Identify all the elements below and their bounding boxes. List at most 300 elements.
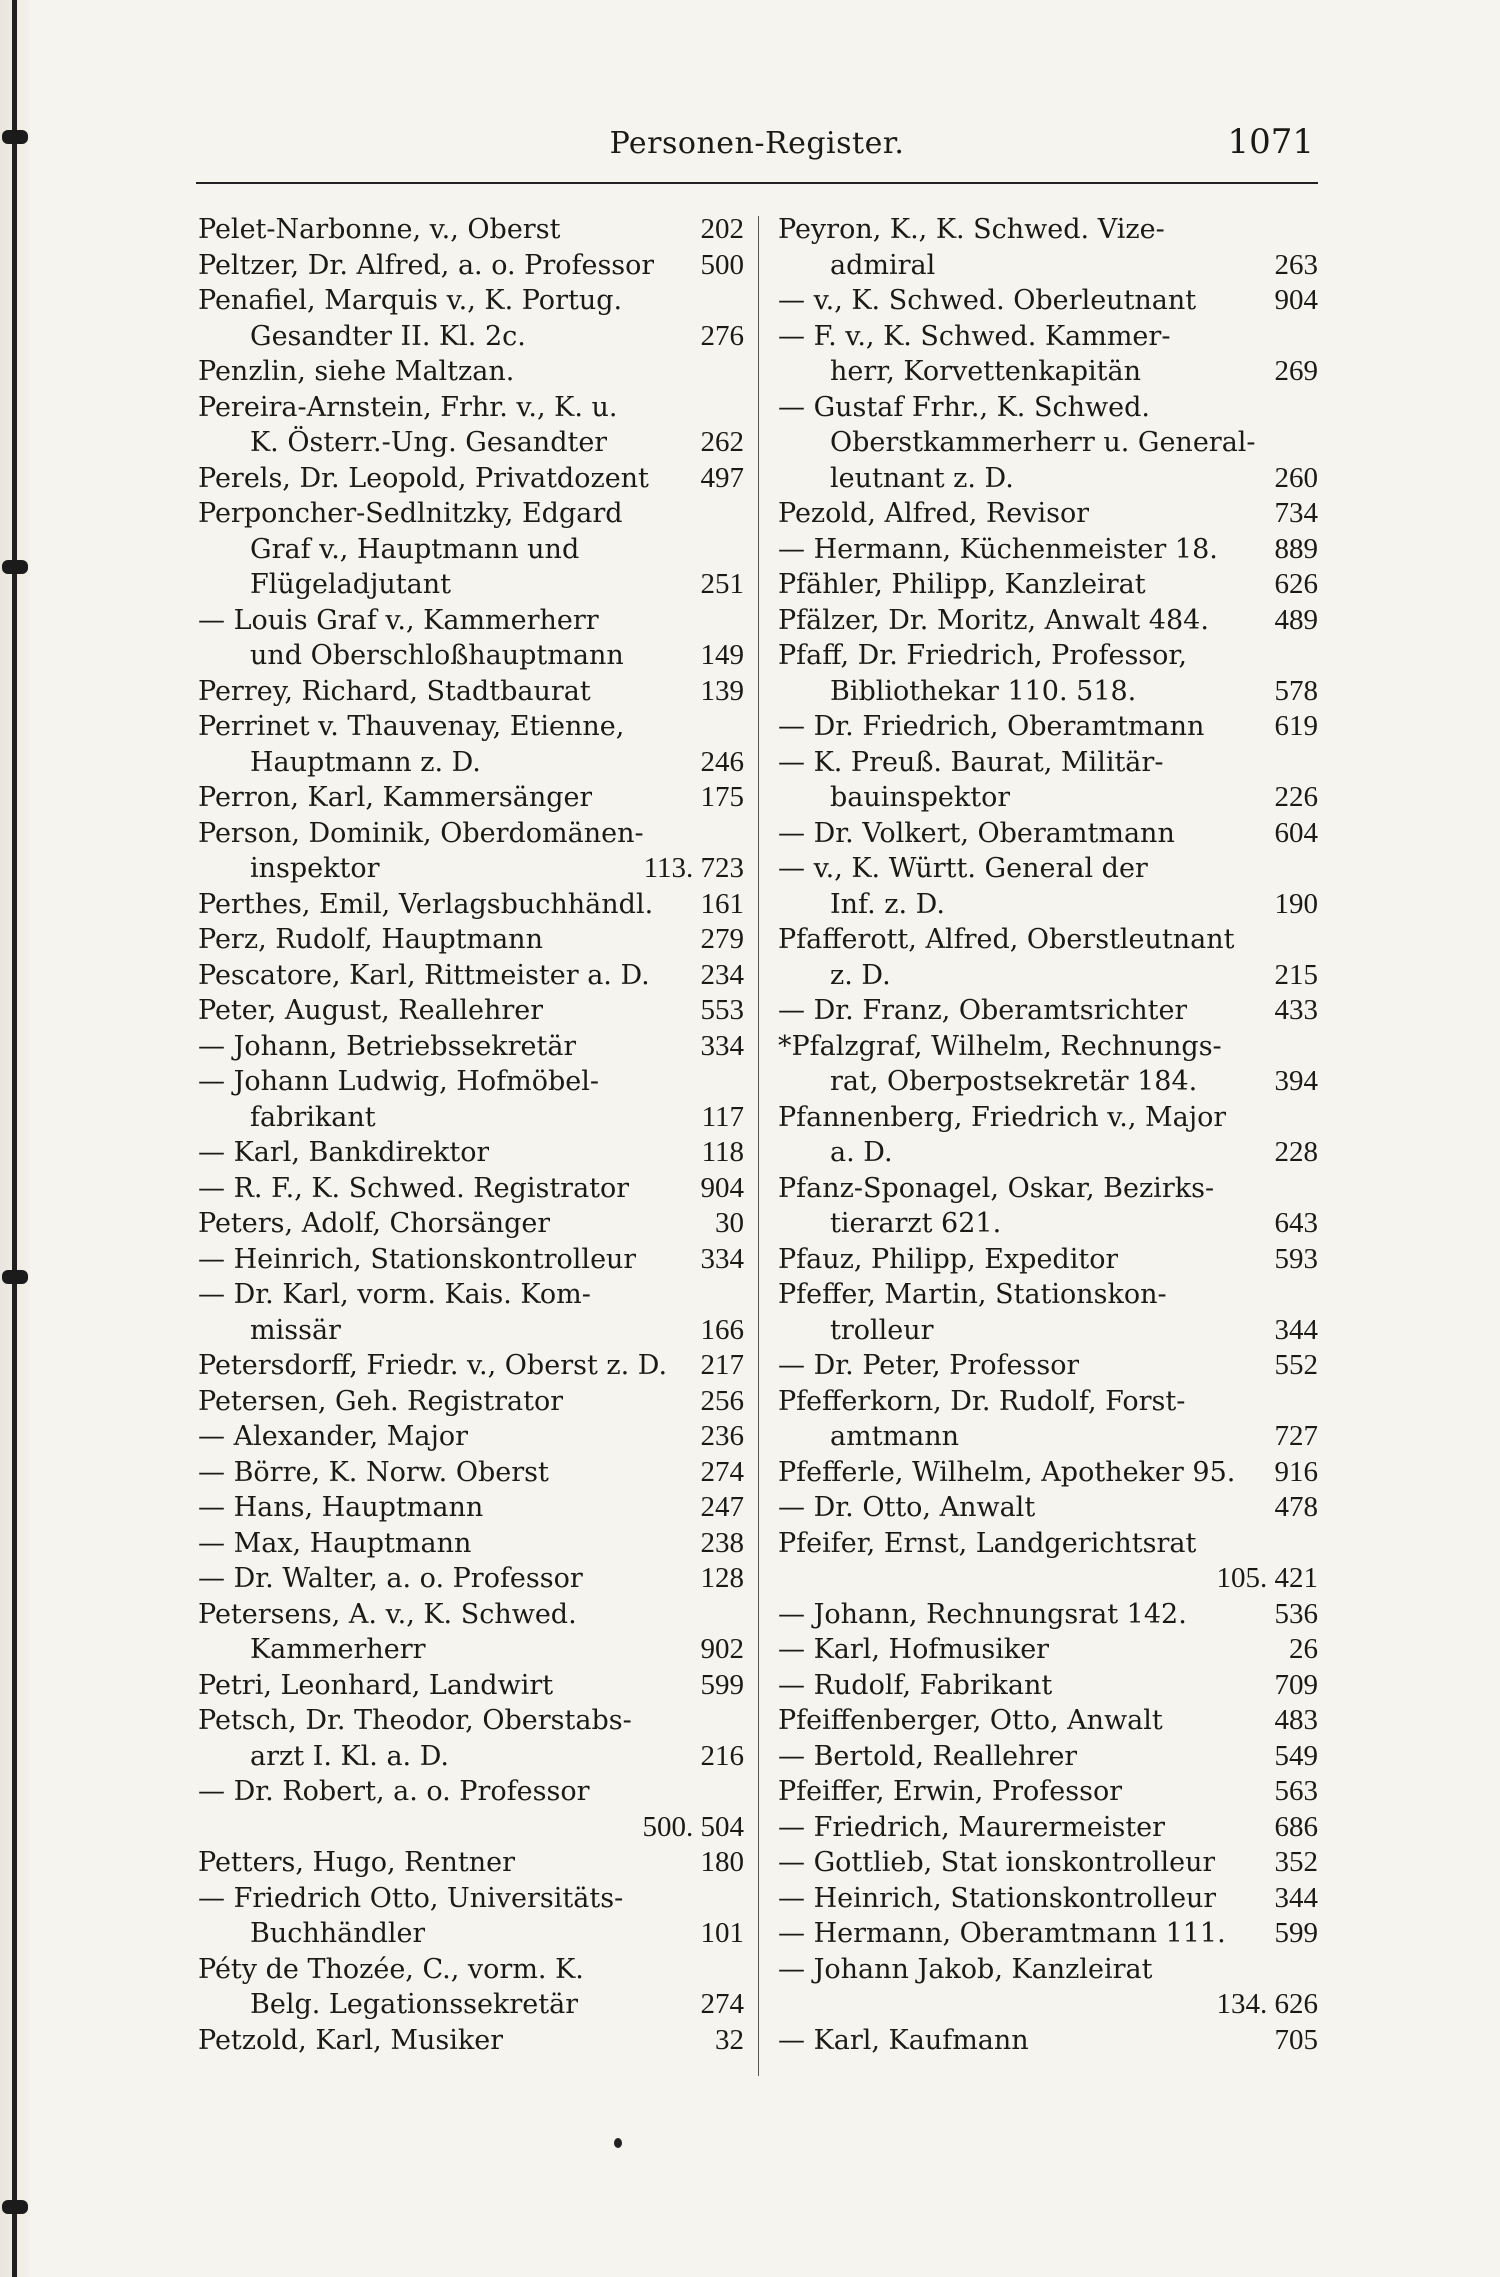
register-entry xyxy=(198,603,744,674)
entry-line xyxy=(198,1916,744,1952)
entry-text: — Bertold, Reallehrer xyxy=(778,1740,1078,1772)
register-entry xyxy=(778,922,1318,993)
register-entry xyxy=(198,816,744,887)
register-entry xyxy=(778,745,1318,816)
binding-stitch xyxy=(2,560,28,574)
entry-page-ref: 215 xyxy=(1274,958,1318,991)
entry-line xyxy=(198,780,744,816)
register-entry xyxy=(198,1419,744,1455)
entry-page-ref: 238 xyxy=(700,1526,744,1559)
entry-line xyxy=(198,1455,744,1491)
entry-page-ref: 274 xyxy=(700,1988,744,2020)
entry-text: — Dr. Walter, a. o. Professor xyxy=(198,1563,583,1594)
register-entry xyxy=(198,390,744,461)
entry-line xyxy=(198,958,744,994)
entry-page-ref: 262 xyxy=(700,426,744,458)
entry-text: inspektor xyxy=(250,853,380,884)
entry-page-ref: 190 xyxy=(1274,887,1318,920)
entry-line xyxy=(778,1668,1318,1704)
entry-line xyxy=(778,851,1318,887)
entry-page-ref: 216 xyxy=(700,1739,744,1772)
entry-line xyxy=(198,887,744,923)
entry-line xyxy=(778,1242,1318,1278)
entry-line xyxy=(198,709,744,745)
entry-text: — Johann, Rechnungsrat 142. xyxy=(778,1598,1187,1630)
register-entry xyxy=(778,1242,1318,1278)
entry-line xyxy=(198,674,744,710)
register-entry xyxy=(198,1952,744,2023)
entry-line xyxy=(198,1526,744,1562)
entry-text: rat, Oberpostsekretär 184. xyxy=(830,1066,1198,1097)
entry-text: Pfefferle, Wilhelm, Apotheker 95. xyxy=(778,1456,1236,1488)
entry-line xyxy=(198,425,744,461)
entry-line xyxy=(198,1987,744,2023)
entry-text: Petsch, Dr. Theodor, Oberstabs- xyxy=(198,1705,632,1736)
entry-page-ref: 344 xyxy=(1274,1881,1318,1914)
entry-page-ref: 619 xyxy=(1274,710,1318,742)
entry-line xyxy=(198,1597,744,1633)
entry-line xyxy=(778,922,1318,958)
entry-page-ref: 552 xyxy=(1274,1349,1318,1381)
entry-line xyxy=(778,1384,1318,1420)
entry-line xyxy=(778,567,1318,603)
entry-text: Pfähler, Philipp, Kanzleirat xyxy=(778,569,1146,600)
entry-page-ref: 166 xyxy=(700,1313,744,1346)
register-entry xyxy=(198,1348,744,1384)
entry-text: Pescatore, Karl, Rittmeister a. D. xyxy=(198,959,650,991)
register-entry xyxy=(778,1916,1318,1952)
register-entry xyxy=(778,1277,1318,1348)
entry-page-ref: 902 xyxy=(700,1633,744,1665)
register-entry xyxy=(198,1881,744,1952)
entry-text: — F. v., K. Schwed. Kammer- xyxy=(778,320,1171,352)
entry-text: — Dr. Volkert, Oberamtmann xyxy=(778,817,1175,849)
entry-text: Pfefferkorn, Dr. Rudolf, Forst- xyxy=(778,1385,1186,1417)
register-entry xyxy=(778,496,1318,532)
entry-page-ref: 279 xyxy=(700,923,744,955)
entry-text: Petersen, Geh. Registrator xyxy=(198,1385,564,1417)
entry-text: — Dr. Peter, Professor xyxy=(778,1350,1080,1381)
register-entry xyxy=(778,1739,1318,1775)
entry-line xyxy=(778,1739,1318,1775)
entry-line xyxy=(198,1703,744,1739)
book-binding-edge xyxy=(0,0,30,2277)
entry-text: — Louis Graf v., Kammerherr xyxy=(198,604,599,636)
entry-text: — Karl, Bankdirektor xyxy=(198,1137,490,1168)
entry-text: Pfaff, Dr. Friedrich, Professor, xyxy=(778,640,1187,671)
entry-line xyxy=(198,1384,744,1420)
entry-line xyxy=(198,816,744,852)
register-entry xyxy=(198,496,744,603)
entry-line xyxy=(778,1206,1318,1242)
register-entry xyxy=(198,780,744,816)
register-entry xyxy=(198,922,744,958)
entry-page-ref: 536 xyxy=(1274,1597,1318,1630)
entry-text: a. D. xyxy=(830,1137,893,1168)
entry-line xyxy=(198,354,744,390)
entry-text: Pfanz-Sponagel, Oskar, Bezirks- xyxy=(778,1172,1215,1204)
register-entry xyxy=(198,1668,744,1704)
entry-text: — Dr. Otto, Anwalt xyxy=(778,1492,1036,1523)
entry-line xyxy=(198,390,744,426)
entry-page-ref: 478 xyxy=(1274,1491,1318,1523)
entry-text: Petersens, A. v., K. Schwed. xyxy=(198,1598,577,1630)
entry-page-ref: 686 xyxy=(1274,1810,1318,1843)
entry-text: — R. F., K. Schwed. Registrator xyxy=(198,1172,630,1204)
entry-text: Pelet-Narbonne, v., Oberst xyxy=(198,214,561,245)
entry-line xyxy=(198,1845,744,1881)
entry-text: K. Österr.-Ung. Gesandter xyxy=(250,427,608,458)
register-entry xyxy=(198,1455,744,1491)
register-entry xyxy=(778,1171,1318,1242)
left-column xyxy=(198,212,744,2058)
entry-text: Pfauz, Philipp, Expeditor xyxy=(778,1243,1119,1275)
entry-page-ref: 226 xyxy=(1274,781,1318,813)
entry-page-ref: 117 xyxy=(701,1100,744,1133)
entry-line xyxy=(198,1774,744,1810)
entry-text: Pfannenberg, Friedrich v., Major xyxy=(778,1101,1227,1133)
entry-line xyxy=(198,1277,744,1313)
entry-text: Peters, Adolf, Chorsänger xyxy=(198,1208,551,1239)
entry-page-ref: 128 xyxy=(700,1562,744,1594)
entry-text: Perron, Karl, Kammersänger xyxy=(198,782,593,813)
entry-text: Pereira-Arnstein, Frhr. v., K. u. xyxy=(198,391,618,423)
entry-page-ref: 643 xyxy=(1274,1207,1318,1239)
entry-page-ref: 334 xyxy=(700,1029,744,1062)
entry-text: und Oberschloßhauptmann xyxy=(250,640,624,671)
entry-page-ref: 217 xyxy=(700,1349,744,1381)
entry-line xyxy=(778,1277,1318,1313)
entry-text: missär xyxy=(250,1314,341,1346)
entry-text: — Karl, Hofmusiker xyxy=(778,1634,1050,1665)
entry-text: — Alexander, Major xyxy=(198,1421,469,1452)
register-entry xyxy=(198,1277,744,1348)
page-title: Personen-Register. xyxy=(609,126,905,161)
entry-page-ref: 236 xyxy=(700,1420,744,1452)
register-entry xyxy=(778,2023,1318,2059)
entry-line xyxy=(198,1668,744,1704)
entry-page-ref: 246 xyxy=(700,745,744,778)
entry-page-ref: 705 xyxy=(1274,2023,1318,2056)
register-entry xyxy=(778,638,1318,709)
register-entry xyxy=(778,1455,1318,1491)
entry-text: — Dr. Karl, vorm. Kais. Kom- xyxy=(198,1279,591,1310)
entry-line xyxy=(198,1348,744,1384)
entry-text: Graf v., Hauptmann und xyxy=(250,533,580,565)
entry-page-ref: 904 xyxy=(1274,284,1318,316)
register-entry xyxy=(198,1526,744,1562)
binding-stitch xyxy=(2,130,28,144)
entry-text: Pfeiffer, Erwin, Professor xyxy=(778,1776,1123,1807)
entry-line xyxy=(198,567,744,603)
entry-page-ref: 578 xyxy=(1274,674,1318,707)
entry-line xyxy=(778,958,1318,994)
entry-line xyxy=(778,1952,1318,1988)
register-entry xyxy=(778,1668,1318,1704)
entry-text: Perrey, Richard, Stadtbaurat xyxy=(198,675,591,707)
entry-line xyxy=(198,1739,744,1775)
entry-page-ref: 394 xyxy=(1274,1065,1318,1097)
register-entry xyxy=(778,1845,1318,1881)
register-entry xyxy=(198,958,744,994)
entry-line xyxy=(778,1100,1318,1136)
entry-text: Petersdorff, Friedr. v., Oberst z. D. xyxy=(198,1350,668,1381)
register-entry xyxy=(778,1597,1318,1633)
register-entry xyxy=(778,567,1318,603)
register-entry xyxy=(198,1597,744,1668)
entry-text: Pfeffer, Martin, Stationskon- xyxy=(778,1279,1167,1310)
entry-text: — Hermann, Oberamtmann 111. xyxy=(778,1918,1226,1949)
entry-text: bauinspektor xyxy=(830,782,1011,813)
entry-text: Penafiel, Marquis v., K. Portug. xyxy=(198,285,623,316)
entry-line xyxy=(778,780,1318,816)
entry-line xyxy=(778,1774,1318,1810)
entry-page-ref: 113. 723 xyxy=(643,852,744,884)
entry-line xyxy=(778,603,1318,639)
entry-line xyxy=(778,1561,1318,1597)
register-entry xyxy=(778,709,1318,745)
register-entry xyxy=(198,709,744,780)
right-column xyxy=(778,212,1318,2058)
entry-line xyxy=(778,283,1318,319)
entry-line xyxy=(778,1313,1318,1349)
entry-line xyxy=(198,212,744,248)
entry-text: — Heinrich, Stationskontrolleur xyxy=(778,1882,1217,1914)
entry-line xyxy=(198,1100,744,1136)
entry-line xyxy=(778,1703,1318,1739)
entry-text: Pfeifer, Ernst, Landgerichtsrat xyxy=(778,1527,1197,1559)
entry-page-ref: 500. 504 xyxy=(642,1810,744,1843)
entry-line xyxy=(778,390,1318,426)
entry-page-ref: 180 xyxy=(700,1846,744,1878)
entry-line xyxy=(198,1064,744,1100)
entry-page-ref: 276 xyxy=(700,319,744,352)
register-entry xyxy=(778,212,1318,283)
entry-line xyxy=(778,354,1318,390)
register-entry xyxy=(778,603,1318,639)
entry-text: Inf. z. D. xyxy=(830,888,945,920)
entry-line xyxy=(778,1490,1318,1526)
register-entry xyxy=(778,1952,1318,2023)
entry-line xyxy=(778,1526,1318,1562)
entry-line xyxy=(198,496,744,532)
entry-page-ref: 134. 626 xyxy=(1216,1988,1318,2020)
entry-text: — Hans, Hauptmann xyxy=(198,1492,484,1523)
entry-line xyxy=(778,1064,1318,1100)
entry-text: Petri, Leonhard, Landwirt xyxy=(198,1669,554,1701)
entry-text: arzt I. Kl. a. D. xyxy=(250,1740,449,1772)
entry-page-ref: 234 xyxy=(700,958,744,991)
entry-page-ref: 228 xyxy=(1274,1136,1318,1168)
entry-line xyxy=(778,248,1318,284)
entry-page-ref: 105. 421 xyxy=(1216,1562,1318,1594)
entry-line xyxy=(778,1597,1318,1633)
entry-line xyxy=(198,1881,744,1917)
entry-text: — Max, Hauptmann xyxy=(198,1527,472,1559)
register-entry xyxy=(778,283,1318,319)
entry-line xyxy=(778,816,1318,852)
entry-text: Petzold, Karl, Musiker xyxy=(198,2024,504,2056)
entry-line xyxy=(198,745,744,781)
entry-text: — Johann Jakob, Kanzleirat xyxy=(778,1953,1153,1985)
register-entry xyxy=(198,1064,744,1135)
register-entry xyxy=(778,851,1318,922)
entry-page-ref: 489 xyxy=(1274,603,1318,636)
register-entry xyxy=(778,1632,1318,1668)
entry-text: Petters, Hugo, Rentner xyxy=(198,1847,515,1878)
entry-page-ref: 549 xyxy=(1274,1739,1318,1772)
entry-text: amtmann xyxy=(830,1421,960,1452)
register-entry xyxy=(778,1029,1318,1100)
entry-page-ref: 247 xyxy=(700,1491,744,1523)
entry-line xyxy=(198,248,744,284)
entry-page-ref: 553 xyxy=(700,994,744,1026)
entry-line xyxy=(198,1632,744,1668)
entry-text: — v., K. Schwed. Oberleutnant xyxy=(778,285,1197,316)
entry-line xyxy=(778,1881,1318,1917)
register-entry xyxy=(778,1881,1318,1917)
entry-page-ref: 709 xyxy=(1274,1668,1318,1701)
entry-text: — Dr. Friedrich, Oberamtmann xyxy=(778,711,1205,742)
entry-text: — Börre, K. Norw. Oberst xyxy=(198,1456,549,1488)
binding-stitch xyxy=(2,2200,28,2214)
entry-line xyxy=(198,993,744,1029)
entry-text: Kammerherr xyxy=(250,1634,426,1665)
entry-line xyxy=(778,674,1318,710)
entry-text: — Heinrich, Stationskontrolleur xyxy=(198,1243,637,1275)
entry-line xyxy=(198,851,744,887)
entry-line xyxy=(198,283,744,319)
entry-text: Peltzer, Dr. Alfred, a. o. Professor xyxy=(198,249,655,281)
register-entry xyxy=(778,1490,1318,1526)
entry-line xyxy=(778,461,1318,497)
register-entry xyxy=(198,1135,744,1171)
entry-page-ref: 251 xyxy=(700,568,744,600)
entry-text: Belg. Legationssekretär xyxy=(250,1989,579,2020)
entry-line xyxy=(778,319,1318,355)
entry-text: Perz, Rudolf, Hauptmann xyxy=(198,924,543,955)
register-entry xyxy=(778,1810,1318,1846)
entry-page-ref: 256 xyxy=(700,1384,744,1417)
entry-text: Perthes, Emil, Verlagsbuchhändl. xyxy=(198,888,654,920)
entry-page-ref: 500 xyxy=(700,248,744,281)
register-entry xyxy=(198,1242,744,1278)
entry-line xyxy=(778,1810,1318,1846)
entry-line xyxy=(198,532,744,568)
entry-line xyxy=(198,1419,744,1455)
register-entry xyxy=(778,1703,1318,1739)
binding-stitch xyxy=(2,1270,28,1284)
entry-text: Pfälzer, Dr. Moritz, Anwalt 484. xyxy=(778,604,1209,636)
entry-line xyxy=(778,212,1318,248)
entry-line xyxy=(198,638,744,674)
entry-line xyxy=(198,1029,744,1065)
entry-text: Peyron, K., K. Schwed. Vize- xyxy=(778,214,1165,245)
entry-line xyxy=(778,709,1318,745)
entry-line xyxy=(778,1632,1318,1668)
entry-page-ref: 30 xyxy=(715,1207,744,1239)
register-entry xyxy=(198,674,744,710)
register-entry xyxy=(198,354,744,390)
entry-page-ref: 344 xyxy=(1274,1313,1318,1346)
entry-text: Péty de Thozée, C., vorm. K. xyxy=(198,1953,584,1985)
entry-page-ref: 274 xyxy=(700,1455,744,1488)
entry-text: Pfeiffenberger, Otto, Anwalt xyxy=(778,1705,1163,1736)
entry-text: — Karl, Kaufmann xyxy=(778,2024,1029,2056)
register-entry xyxy=(198,2023,744,2059)
register-entry xyxy=(198,1384,744,1420)
register-entry xyxy=(198,1703,744,1774)
entry-text: Buchhändler xyxy=(250,1918,426,1949)
entry-page-ref: 904 xyxy=(700,1171,744,1204)
register-entry xyxy=(778,1774,1318,1810)
entry-line xyxy=(778,1171,1318,1207)
entry-line xyxy=(778,1987,1318,2023)
entry-page-ref: 734 xyxy=(1274,497,1318,529)
entry-line xyxy=(778,638,1318,674)
page-header xyxy=(196,122,1318,184)
entry-line xyxy=(778,2023,1318,2059)
entry-page-ref: 260 xyxy=(1274,461,1318,494)
entry-line xyxy=(778,1455,1318,1491)
entry-line xyxy=(778,1029,1318,1065)
register-entry xyxy=(198,212,744,248)
entry-page-ref: 626 xyxy=(1274,568,1318,600)
entry-page-ref: 604 xyxy=(1274,816,1318,849)
entry-line xyxy=(778,1135,1318,1171)
register-entry xyxy=(778,1526,1318,1597)
entry-text: Person, Dominik, Oberdomänen- xyxy=(198,817,644,849)
entry-line xyxy=(778,532,1318,568)
entry-page-ref: 149 xyxy=(700,639,744,671)
entry-line xyxy=(198,1171,744,1207)
entry-text: tierarzt 621. xyxy=(830,1208,1002,1239)
entry-text: Peter, August, Reallehrer xyxy=(198,995,544,1026)
register-entry xyxy=(778,390,1318,497)
entry-text: — Hermann, Küchenmeister 18. xyxy=(778,533,1218,565)
entry-text: — Dr. Franz, Oberamtsrichter xyxy=(778,995,1188,1026)
entry-text: z. D. xyxy=(830,959,891,991)
register-entry xyxy=(198,1561,744,1597)
entry-line xyxy=(778,1348,1318,1384)
register-entry xyxy=(778,1348,1318,1384)
entry-text: trolleur xyxy=(830,1314,934,1346)
register-entry xyxy=(198,1490,744,1526)
entry-line xyxy=(198,1952,744,1988)
register-entry xyxy=(198,1029,744,1065)
entry-page-ref: 593 xyxy=(1274,1242,1318,1275)
entry-page-ref: 175 xyxy=(700,781,744,813)
entry-text: — Friedrich Otto, Universitäts- xyxy=(198,1882,624,1914)
entry-text: — Johann Ludwig, Hofmöbel- xyxy=(198,1066,599,1097)
entry-page-ref: 497 xyxy=(700,461,744,494)
register-entry xyxy=(198,1206,744,1242)
register-entry xyxy=(778,816,1318,852)
entry-page-ref: 161 xyxy=(700,887,744,920)
register-entry xyxy=(198,993,744,1029)
entry-page-ref: 889 xyxy=(1274,532,1318,565)
entry-text: Pezold, Alfred, Revisor xyxy=(778,498,1090,529)
entry-text: — K. Preuß. Baurat, Militär- xyxy=(778,746,1164,778)
entry-page-ref: 26 xyxy=(1289,1633,1318,1665)
entry-page-ref: 334 xyxy=(700,1242,744,1275)
register-entry xyxy=(778,993,1318,1029)
entry-line xyxy=(198,1561,744,1597)
entry-line xyxy=(198,1810,744,1846)
entry-line xyxy=(778,887,1318,923)
entry-line xyxy=(198,1313,744,1349)
entry-text: — Gottlieb, Stat ionskontrolleur xyxy=(778,1847,1216,1878)
